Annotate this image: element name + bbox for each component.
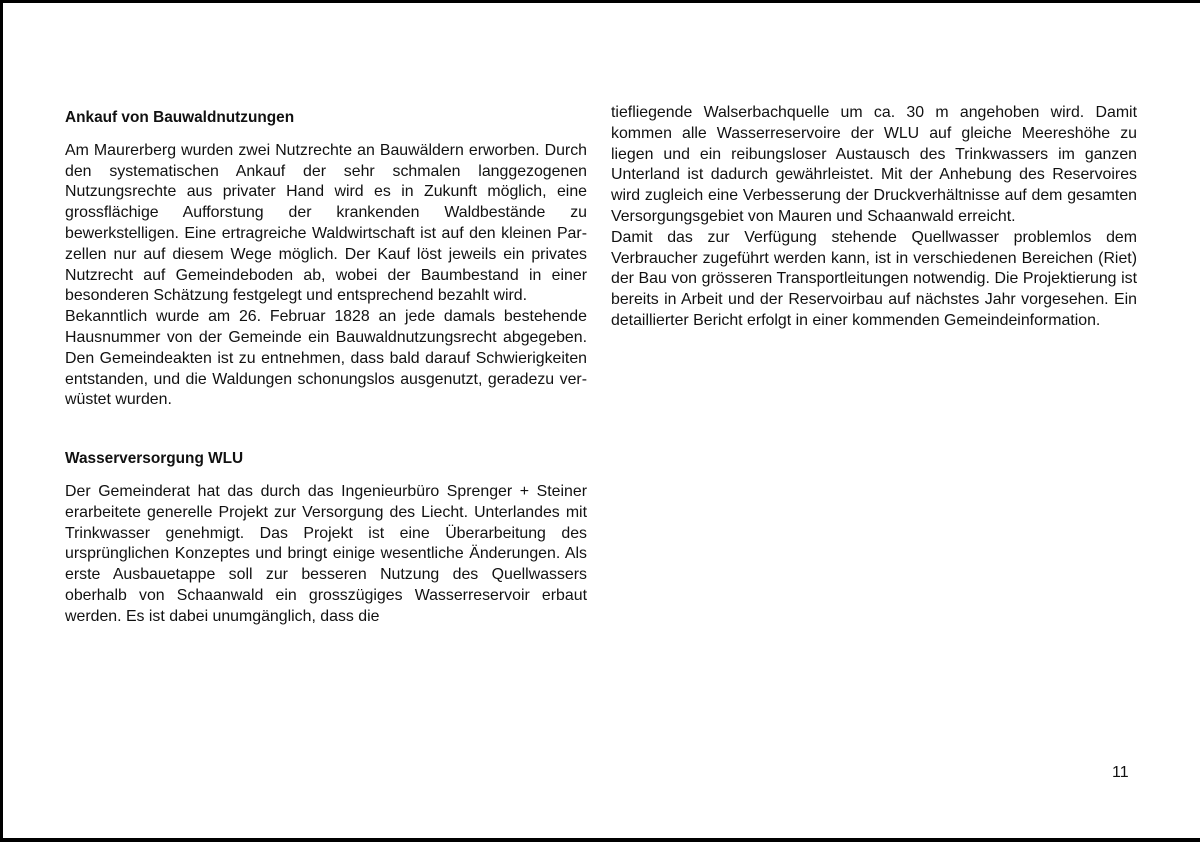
paragraph-wasserversorgung-2: tiefliegende Walserbachquelle um ca. 30 m angehoben wird. Damit kommen alle Wasserreservoire der WLU auf gleiche Meereshöhe zu liegen und ein reibungsloser Austausch des Trinkwassers im ganzen Unterland ist dadurch gewährleistet. Mit der Anhebung des Reservoires wird zugleich eine Verbesserung der Druckverhältnisse auf dem gesamten Versorgungsgebiet von Mauren und Schaanwald erreicht. <box>611 104 1137 225</box>
paragraph-wasserversorgung-1: Der Gemeinderat hat das durch das Ingenieurbüro Sprenger + Steiner erarbeitete generelle Projekt zur Versorgung des Liecht. Unterlandes mit Trinkwasser genehmigt. Das Projekt ist eine Überarbeitung des ursprünglichen Konzeptes und bringt einige wesentliche Änderungen. Als erste Ausbauetappe soll zur besseren Nutzung des Quellwassers oberhalb von Schaanwald ein grosszügiges Wasserreservoir erbaut werden. Es ist dabei unumgänglich, dass die <box>65 482 587 625</box>
paragraph-wasserversorgung-3: Damit das zur Verfügung stehende Quellwasser problemlos dem Verbraucher zugeführt werden kann, ist in verschiedenen Bereichen (Riet) der Bau von grösseren Transportleitungen notwendig. Die Projektierung ist bereits in Arbeit und der Reservoirbau auf nächstes Jahr vorgesehen. Ein detaillierter Bericht erfolgt in einer kommenden Gemeindeinformation. <box>611 228 1137 329</box>
paragraph-bauwald-1: Am Maurerberg wurden zwei Nutzrechte an Bauwäldern erworben. Durch den systematischen Ankauf der sehr schmalen langgezogenen Nutzungsrechte aus privater Hand wird es in Zukunft möglich, eine grossflächige Aufforstung der krankenden Waldbestände zu bewerkstelligen. Eine ertragreiche Waldwirtschaft ist auf den kleinen Parzellen nur auf diesem Wege möglich. Der Kauf löst jeweils ein privates Nutzrecht auf Gemeindeboden ab, wobei der Baumbestand in einer besonderen Schätzung festgelegt und entsprechend bezahlt wird. <box>65 141 587 305</box>
section-heading-bauwald: Ankauf von Bauwaldnutzungen <box>65 109 295 126</box>
section-heading-wasserversorgung: Wasserversorgung WLU <box>65 450 244 468</box>
paragraph-bauwald-2: Bekanntlich wurde am 26. Februar 1828 an jede damals bestehende Hausnummer von der Gemeinde ein Bauwaldnutzungsrecht abgegeben. Den Gemeindeakten ist zu entnehmen, dass bald darauf Schwierigkeiten entstanden, und die Waldungen schonungslos ausgenutzt, geradezu verwüstet wurden. <box>65 308 587 409</box>
left-column <box>65 103 587 628</box>
page-number: 11 <box>1112 764 1129 781</box>
right-column <box>611 103 1137 332</box>
